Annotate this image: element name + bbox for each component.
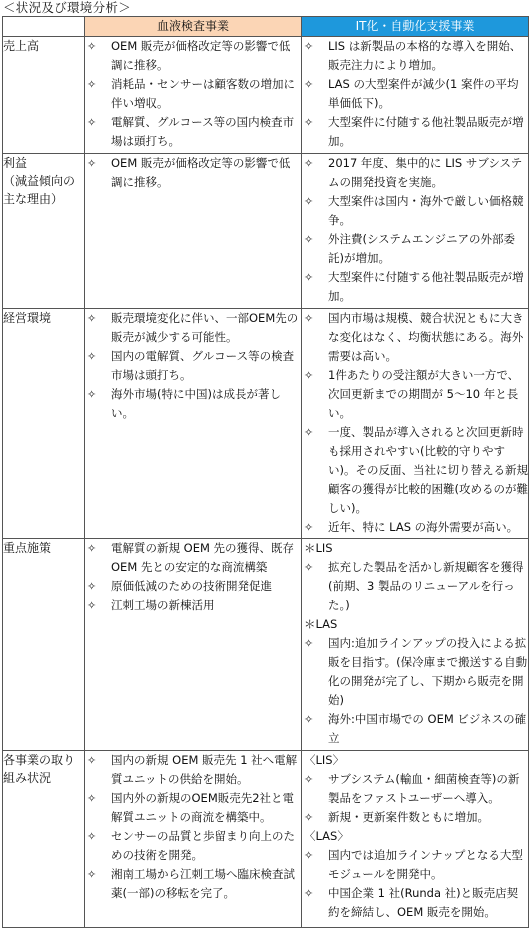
diamond-bullet-icon: ✧ <box>87 116 97 129</box>
diamond-bullet-icon: ✧ <box>304 78 314 91</box>
diamond-bullet-icon: ✧ <box>304 887 314 900</box>
list-item-text: 海外:中国市場での OEM ビジネスの確立 <box>328 712 527 745</box>
list-item-text: OEM 販売が価格改定等の影響で低調に推移。 <box>111 39 291 72</box>
list-item <box>85 751 301 789</box>
list-item-text: LIS は新製品の本格的な導入を開始、販売注力により増加。 <box>328 39 522 72</box>
list-item-text: 国内の新規 OEM 販売先 1 社へ電解質ユニットの供給を開始。 <box>111 753 298 786</box>
table-row <box>3 154 529 309</box>
diamond-bullet-icon: ✧ <box>87 350 97 363</box>
diamond-bullet-icon: ✧ <box>87 599 97 612</box>
it-automation-cell <box>302 751 529 928</box>
table-row <box>3 751 529 928</box>
blood-testing-cell <box>85 37 302 154</box>
diamond-bullet-icon: ✧ <box>304 116 314 129</box>
list-item-text: OEM 販売が価格改定等の影響で低調に推移。 <box>111 156 291 189</box>
table-row <box>3 37 529 154</box>
list-item-text: 国内:追加ラインアップの投入による拡販を目指す。(保冷庫まで搬送する自動化の開発が完了し、下期から販売を開始) <box>328 636 528 707</box>
list-item <box>302 37 528 75</box>
page-heading: ＜状況及び環境分析＞ <box>3 0 132 15</box>
bullet-list <box>85 154 301 192</box>
bullet-list <box>302 309 528 537</box>
bullet-list <box>85 309 301 423</box>
row-label: 経営環境 <box>3 309 85 539</box>
list-item <box>302 75 528 113</box>
diamond-bullet-icon: ✧ <box>87 388 97 401</box>
list-item <box>302 192 528 230</box>
list-item-text: 1件あたりの受注額が大きい一方で、次回更新までの期間が 5～10 年と長い。 <box>328 368 520 420</box>
diamond-bullet-icon: ✧ <box>87 754 97 767</box>
list-item <box>302 423 528 518</box>
list-item <box>85 539 301 577</box>
bullet-list <box>302 37 528 151</box>
list-item-text: 販売環境変化に伴い、一部OEM先の販売が減少する可能性。 <box>111 311 299 344</box>
it-automation-cell <box>302 154 529 309</box>
diamond-bullet-icon: ✧ <box>87 157 97 170</box>
list-item <box>85 577 301 596</box>
bullet-list <box>85 539 301 615</box>
list-item-text: 近年、特に LAS の海外需要が高い。 <box>328 520 519 534</box>
list-item <box>302 268 528 306</box>
it-automation-cell <box>302 37 529 154</box>
diamond-bullet-icon: ✧ <box>304 521 314 534</box>
row-label: 重点施策 <box>3 539 85 751</box>
list-item <box>302 154 528 192</box>
blood-testing-cell <box>85 309 302 539</box>
situation-analysis-table <box>2 16 529 928</box>
list-item-text: 電解質の新規 OEM 先の獲得、既存 OEM 先との安定的な商流構築 <box>111 541 295 574</box>
bullet-list <box>302 634 528 748</box>
diamond-bullet-icon: ✧ <box>304 369 314 382</box>
list-item-text: 大型案件に付随する他社製品販売が増加。 <box>328 115 524 148</box>
diamond-bullet-icon: ✧ <box>304 233 314 246</box>
list-item <box>85 37 301 75</box>
diamond-bullet-icon: ✧ <box>87 868 97 881</box>
list-item-text: 湘南工場から江刺工場へ臨床検査試薬(一部)の移転を完了。 <box>111 867 295 900</box>
column-header-it-automation: IT化・自動化支援事業 <box>302 17 529 37</box>
it-automation-cell <box>302 309 529 539</box>
diamond-bullet-icon: ✧ <box>304 40 314 53</box>
list-item-text: LAS の大型案件が減少(1 案件の平均単価低下)。 <box>328 77 519 110</box>
diamond-bullet-icon: ✧ <box>304 773 314 786</box>
list-item-text: 国内外の新規のOEM販売先2社と電解質ユニットの商流を構築中。 <box>111 791 295 824</box>
diamond-bullet-icon: ✧ <box>304 157 314 170</box>
table-row <box>3 539 529 751</box>
diamond-bullet-icon: ✧ <box>304 312 314 325</box>
sub-group-heading: ＊LIS <box>304 541 333 555</box>
list-item <box>302 558 528 577</box>
diamond-bullet-icon: ✧ <box>87 542 97 555</box>
list-item <box>302 366 528 423</box>
sub-group-heading: 〈LAS〉 <box>304 829 349 843</box>
list-item-text: 海外市場(特に中国)は成長が著しい。 <box>111 387 281 420</box>
sub-group-heading: 〈LIS〉 <box>304 753 345 767</box>
list-item-text: 新規・更新案件数ともに増加。 <box>328 810 489 824</box>
list-item <box>85 75 301 113</box>
list-item <box>85 154 301 192</box>
list-item <box>302 518 528 537</box>
bullet-list <box>85 751 301 903</box>
list-item <box>302 770 528 808</box>
list-item-text: 外注費(システムエンジニアの外部委託)が増加。 <box>328 232 516 265</box>
list-item-text: 江刺工場の新棟活用 <box>111 598 215 612</box>
sub-group-heading: ＊LAS <box>304 617 338 631</box>
list-item <box>302 846 528 884</box>
list-item <box>302 808 528 827</box>
list-item-text: サブシステム(輸血・細菌検査等)の新製品をファストユーザーへ導入。 <box>328 772 520 805</box>
diamond-bullet-icon: ✧ <box>304 811 314 824</box>
column-header-blood-testing: 血液検査事業 <box>85 17 302 37</box>
sub-group-note: (前期、3 製品のリニューアルを行った。) <box>328 579 515 612</box>
bullet-list <box>302 558 528 577</box>
blood-testing-cell <box>85 154 302 309</box>
table-row <box>3 309 529 539</box>
list-item-text: センサーの品質と歩留まり向上のための技術を開発。 <box>111 829 295 862</box>
list-item <box>302 884 528 922</box>
header-blank-cell <box>3 17 85 37</box>
row-label: 利益 （減益傾向の主な理由） <box>3 154 85 309</box>
diamond-bullet-icon: ✧ <box>87 78 97 91</box>
diamond-bullet-icon: ✧ <box>87 580 97 593</box>
diamond-bullet-icon: ✧ <box>87 312 97 325</box>
blood-testing-cell <box>85 751 302 928</box>
list-item <box>85 789 301 827</box>
diamond-bullet-icon: ✧ <box>304 713 314 726</box>
list-item-text: 中国企業 1 社(Runda 社)と販売店契約を締結し、OEM 販売を開始。 <box>328 886 519 919</box>
list-item-text: 消耗品・センサーは顧客数の増加に伴い増収。 <box>111 77 295 110</box>
list-item <box>85 347 301 385</box>
list-item-text: 拡充した製品を活かし新規顧客を獲得 <box>328 560 524 574</box>
diamond-bullet-icon: ✧ <box>304 271 314 284</box>
diamond-bullet-icon: ✧ <box>304 195 314 208</box>
sub-group <box>302 827 528 922</box>
list-item <box>85 596 301 615</box>
list-item-text: 国内の電解質、グルコース等の検査市場は頭打ち。 <box>111 349 295 382</box>
list-item <box>85 827 301 865</box>
list-item <box>85 309 301 347</box>
blood-testing-cell <box>85 539 302 751</box>
diamond-bullet-icon: ✧ <box>87 40 97 53</box>
list-item-text: 国内では追加ラインナップとなる大型モジュールを開発中。 <box>328 848 523 881</box>
list-item <box>302 634 528 710</box>
sub-group <box>302 615 528 748</box>
list-item <box>85 385 301 423</box>
list-item-text: 2017 年度、集中的に LIS サブシステムの開発投資を実施。 <box>328 156 523 189</box>
diamond-bullet-icon: ✧ <box>304 849 314 862</box>
bullet-list <box>85 37 301 151</box>
it-automation-cell <box>302 539 529 751</box>
list-item <box>302 113 528 151</box>
diamond-bullet-icon: ✧ <box>87 792 97 805</box>
list-item <box>85 865 301 903</box>
diamond-bullet-icon: ✧ <box>304 561 314 574</box>
list-item-text: 一度、製品が導入されると次回更新時も採用されやすい(比較的守りやすい)。その反面、当社に切り替える新規顧客の獲得が比較的困難(攻めるのが難しい)。 <box>328 425 528 515</box>
row-label: 売上高 <box>3 37 85 154</box>
list-item-text: 大型案件に付随する他社製品販売が増加。 <box>328 270 524 303</box>
bullet-list <box>302 154 528 306</box>
bullet-list <box>302 770 528 827</box>
list-item-text: 大型案件は国内・海外で厳しい価格競争。 <box>328 194 524 227</box>
list-item-text: 電解質、グルコース等の国内検査市場は頭打ち。 <box>111 115 295 148</box>
sub-group <box>302 751 528 827</box>
list-item <box>302 309 528 366</box>
list-item <box>302 710 528 748</box>
diamond-bullet-icon: ✧ <box>87 830 97 843</box>
sub-group <box>302 539 528 615</box>
list-item <box>85 113 301 151</box>
diamond-bullet-icon: ✧ <box>304 637 314 650</box>
row-label: 各事業の取り組み状況 <box>3 751 85 928</box>
list-item-text: 原価低減のための技術開発促進 <box>111 579 272 593</box>
list-item <box>302 230 528 268</box>
list-item-text: 国内市場は規模、競合状況ともに大きな変化はなく、均衡状態にある。海外需要は高い。 <box>328 311 524 363</box>
bullet-list <box>302 846 528 922</box>
diamond-bullet-icon: ✧ <box>304 426 314 439</box>
